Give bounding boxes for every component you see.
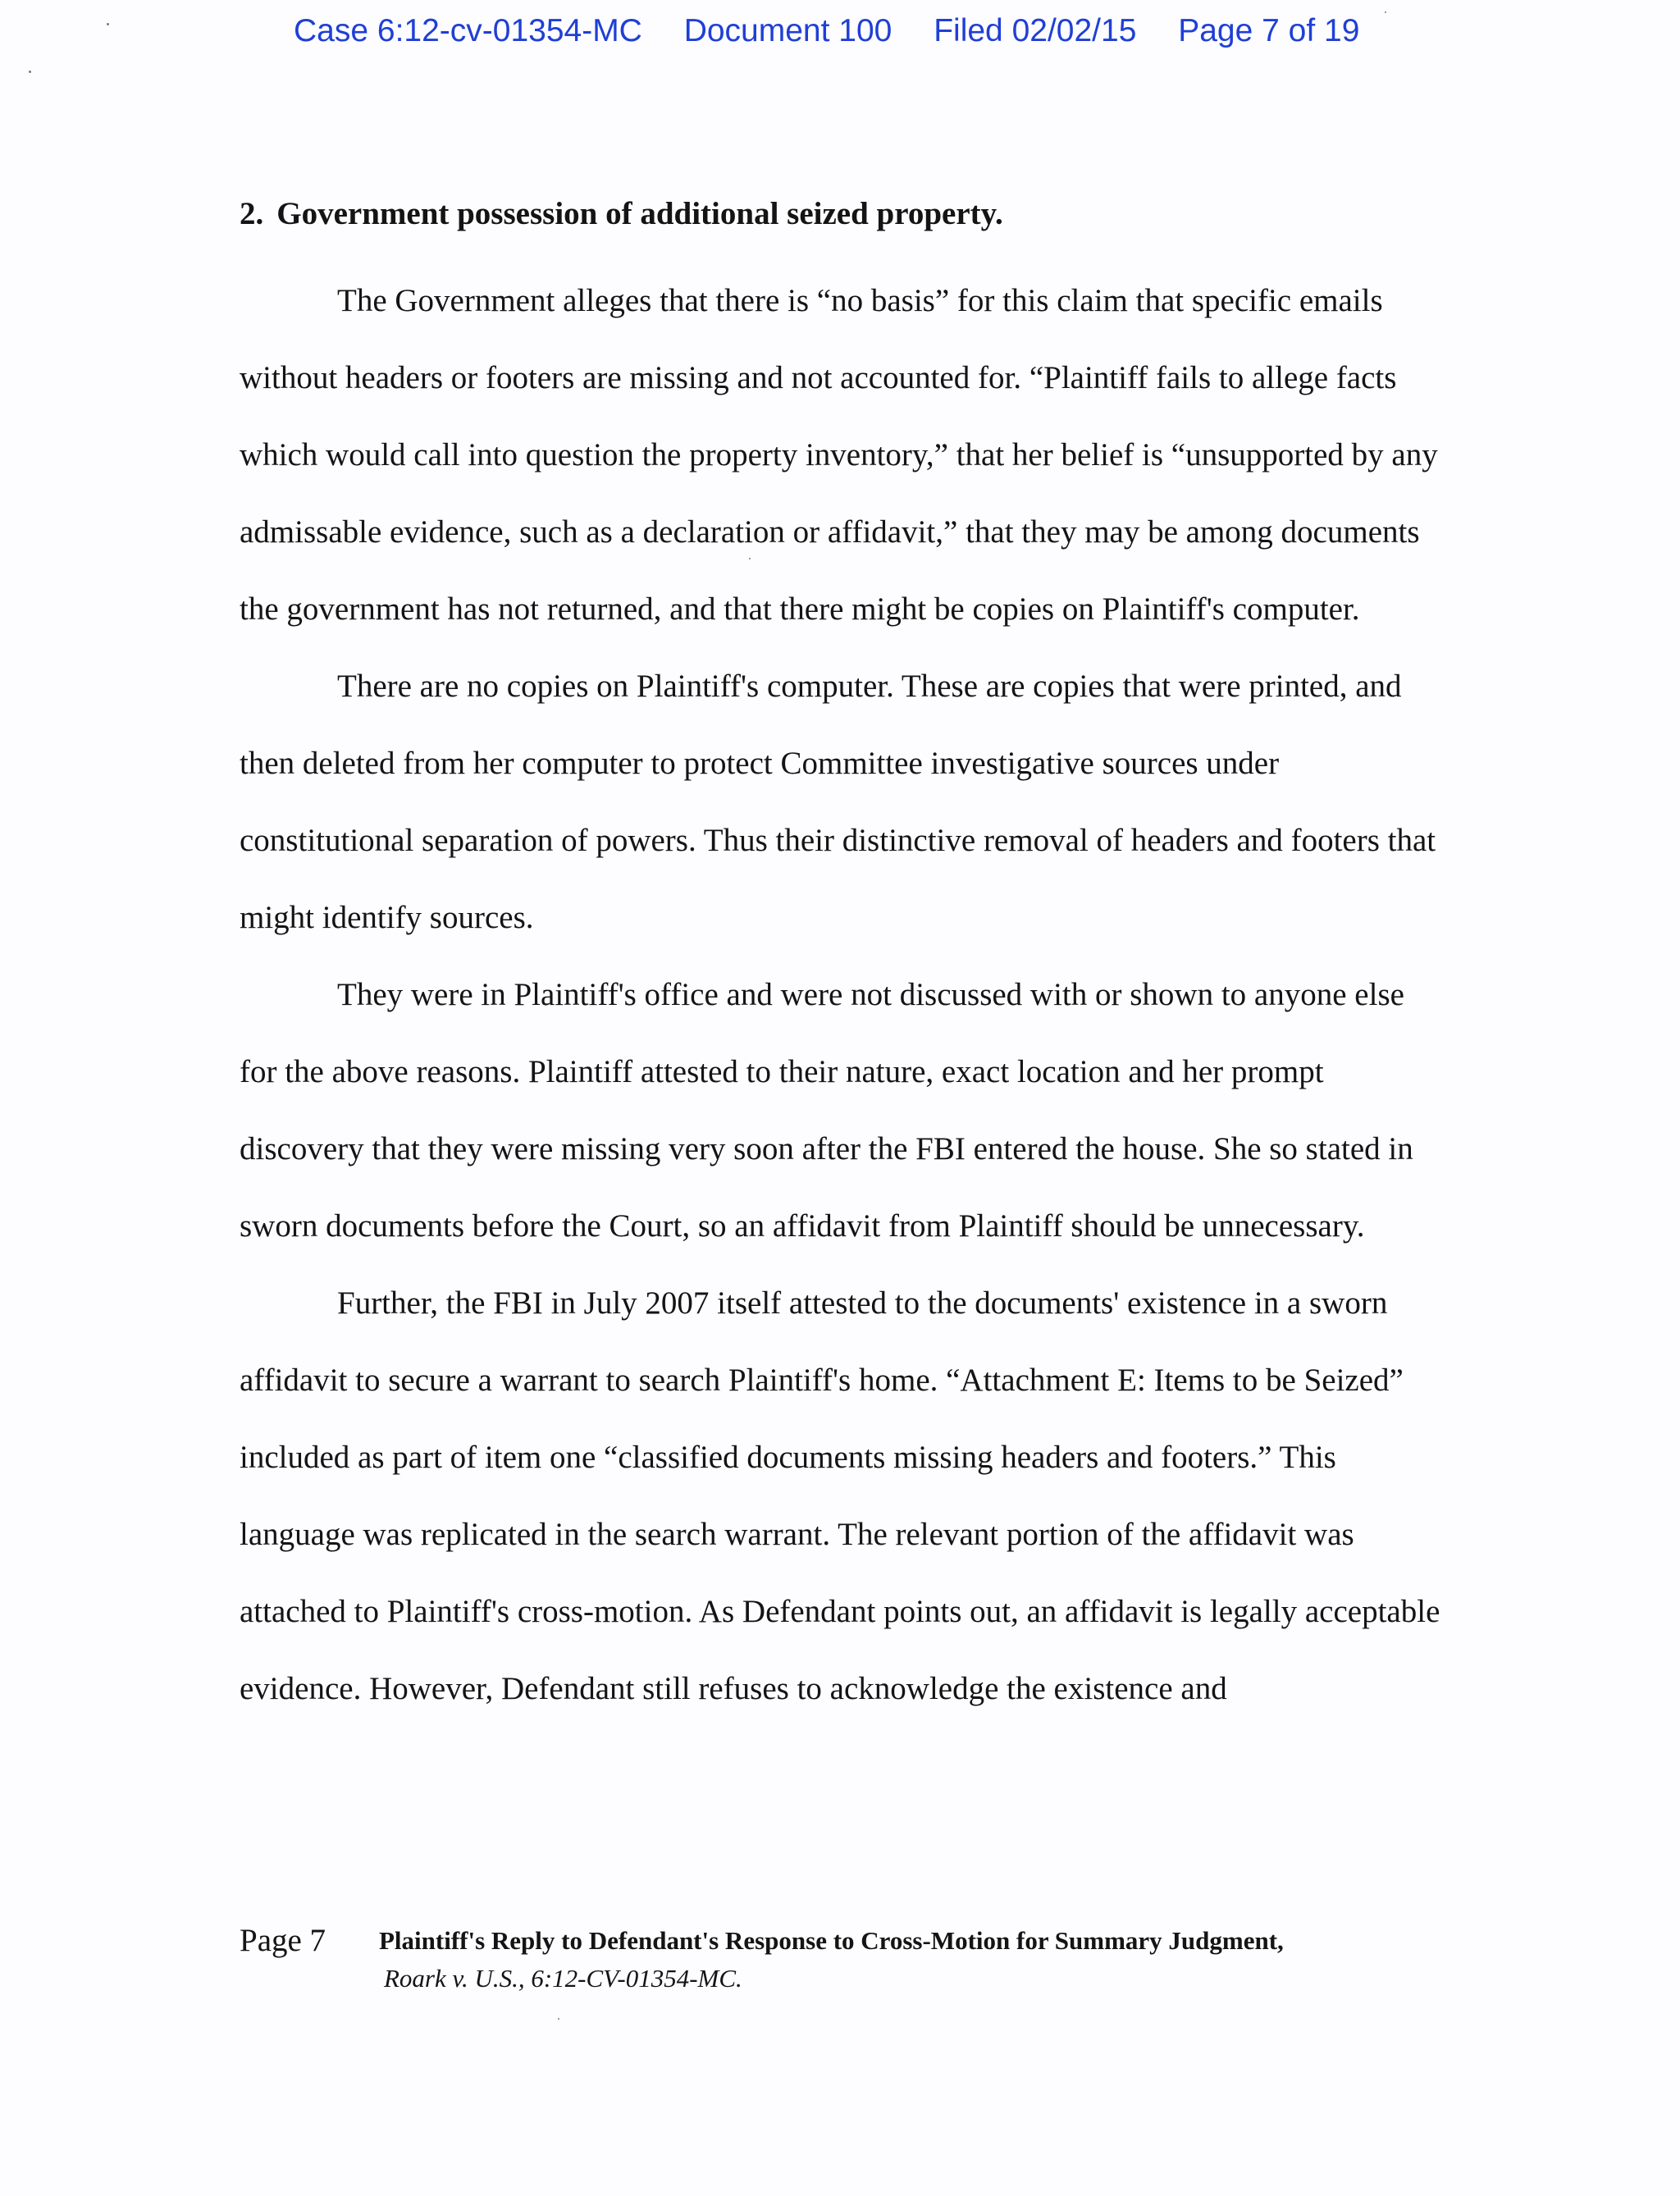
paragraph: Further, the FBI in July 2007 itself attested to the documents' existence in a sworn affidavit to secure a warrant to search Plaintiff's home. “Attachment E: Items to be Seized” included as part of item one “classified documents missing headers and footers.” This language was replicated in the search warrant. The relevant portion of the affidavit was attached to Plaintiff's cross-motion. As Defendant points out, an affidavit is legally acceptable evidence. However, Defendant still refuses to acknowledge the existence and — [240, 1285, 1440, 1706]
case-number: Case 6:12-cv-01354-MC — [294, 13, 642, 48]
footer-citation: Roark v. U.S., 6:12-CV-01354-MC. — [384, 1964, 742, 1993]
document-body — [240, 185, 1445, 1728]
paragraph: They were in Plaintiff's office and were not discussed with or shown to anyone else for the above reasons. Plaintiff attested to their nature, exact location and her prompt discovery that they were missing very soon after the FBI entered the house. She so stated in sworn documents before the Court, so an affidavit from Plaintiff should be unnecessary. — [240, 977, 1413, 1244]
scan-speck — [1385, 11, 1386, 13]
scan-speck — [749, 558, 751, 559]
section-number: 2. — [240, 196, 264, 231]
section-heading — [240, 185, 1445, 243]
filed-date: Filed 02/02/15 — [934, 13, 1137, 48]
paragraph: There are no copies on Plaintiff's computer. These are copies that were printed, and then deleted from her computer to protect Committee investigative sources under constitutional separation of powers. Thus their distinctive removal of headers and footers that might identify sources. — [240, 669, 1436, 935]
scan-speck — [29, 71, 31, 73]
page-count: Page 7 of 19 — [1178, 13, 1360, 48]
document-number: Document 100 — [683, 13, 892, 48]
scan-speck — [558, 2018, 559, 2020]
footer-title: Plaintiff's Reply to Defendant's Response to Cross-Motion for Summary Judgment, — [379, 1926, 1284, 1955]
paragraph: The Government alleges that there is “no basis” for this claim that specific emails without headers or footers are missing and not accounted for. “Plaintiff fails to allege facts which would call into question the property inventory,” that her belief is “unsupported by any admissable evidence, such as a declaration or affidavit,” that they may be among documents the government has not returned, and that there might be copies on Plaintiff's computer. — [240, 283, 1438, 627]
section-title: Government possession of additional seized property. — [276, 196, 1003, 231]
ecf-header — [294, 8, 1442, 54]
scan-speck — [107, 23, 109, 25]
footer-page-label: Page 7 — [240, 1923, 326, 1958]
